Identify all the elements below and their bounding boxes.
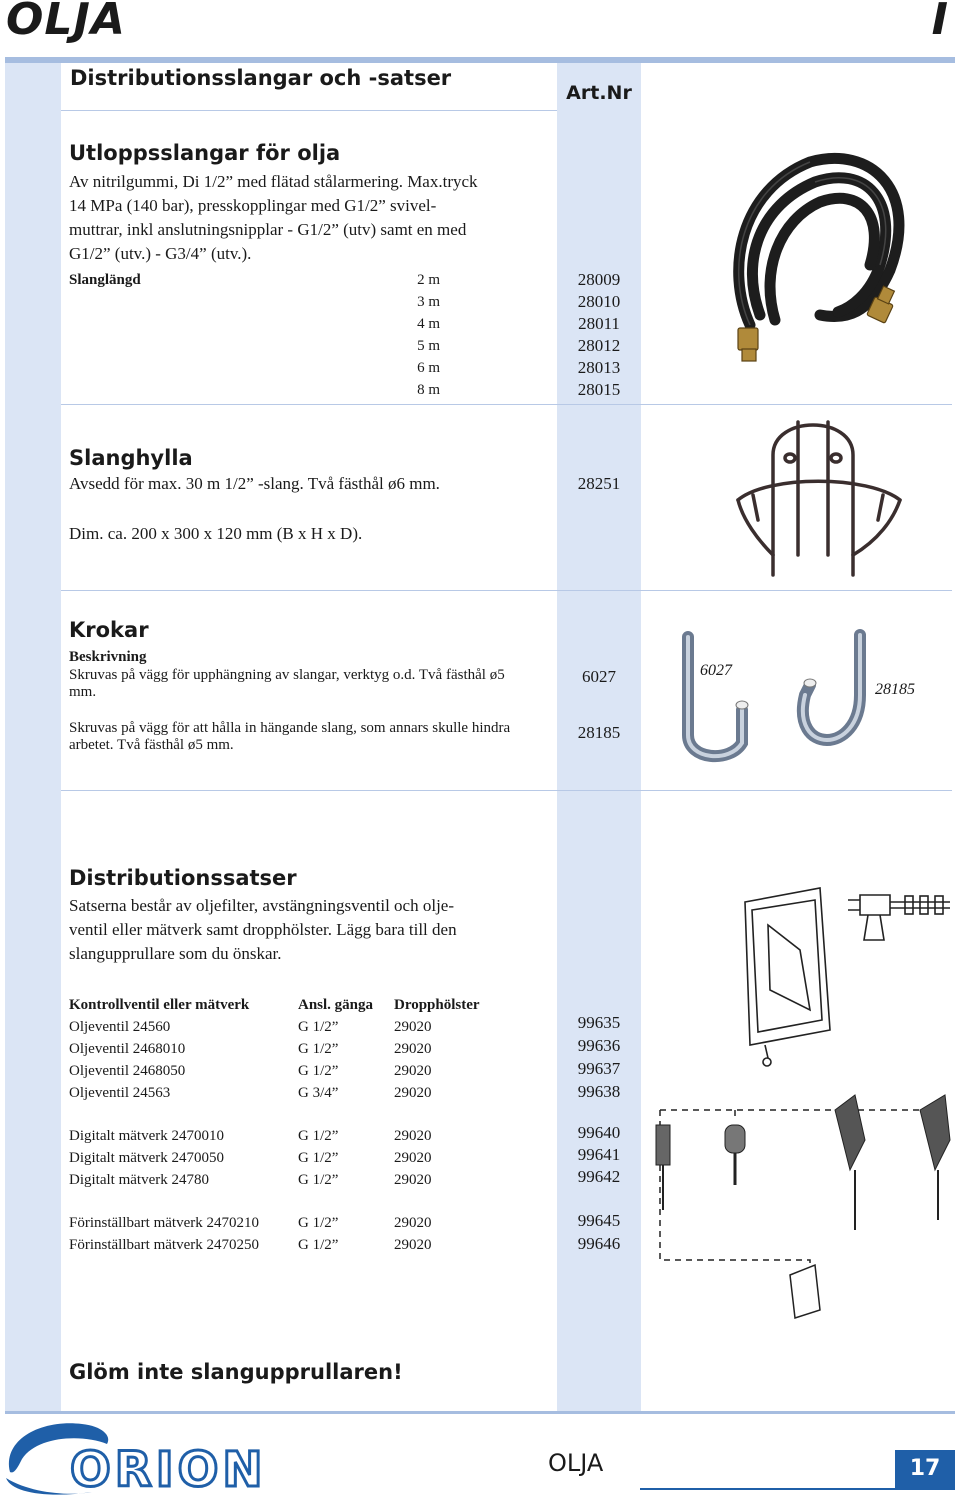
kit-thread: G 3/4”: [298, 1085, 339, 1101]
kit-holster: 29020: [394, 1019, 432, 1035]
table-row: [69, 1016, 432, 1038]
length-value: 8 m: [417, 382, 440, 398]
hook-6027-text: [69, 667, 549, 701]
length-value: 3 m: [417, 294, 440, 310]
distribution-kit-image: [650, 880, 955, 1320]
kit-artnr-group: [557, 1011, 641, 1103]
hoses-title: Utloppsslangar för olja: [69, 141, 341, 165]
hoses-description: [69, 170, 559, 266]
hooks-title: Krokar: [69, 618, 149, 642]
kit-name: Oljeventil 2468050: [69, 1063, 186, 1079]
table-row: [69, 1169, 432, 1191]
kits-description-line: slangupprullare som du önskar.: [69, 944, 282, 963]
kit-group-digital-meters: [69, 1125, 432, 1191]
kit-thread: G 1/2”: [298, 1128, 339, 1144]
reel-reminder: Glöm inte slangupprullaren!: [69, 1360, 403, 1384]
shelf-artnr: 28251: [577, 474, 621, 493]
hoses-description-line: 14 MPa (140 bar), presskopplingar med G1/2” svivel-: [69, 196, 437, 215]
length-value: 6 m: [417, 360, 440, 376]
hook-text-line: arbetet. Två fästhål ø5 mm.: [69, 737, 234, 753]
left-margin-band: [5, 63, 61, 1411]
kit-name: Förinställbart mätverk 2470250: [69, 1237, 259, 1253]
kits-description-line: ventil eller mätverk samt dropphölster. Lägg bara till den: [69, 920, 457, 939]
hook-28185-text: [69, 720, 549, 754]
hose-shelf-image: [728, 410, 908, 580]
kit-holster: 29020: [394, 1150, 432, 1166]
kit-thread: G 1/2”: [298, 1019, 339, 1035]
kits-description-line: Satserna består av oljefilter, avstängningsventil och olje-: [69, 896, 455, 915]
kits-description: [69, 894, 549, 966]
hose-artnr-column: [557, 269, 641, 401]
artnr: 99636: [577, 1036, 621, 1055]
length-column: [380, 269, 440, 401]
kit-holster: 29020: [394, 1041, 432, 1057]
hook-6027-artnr: 6027: [582, 667, 616, 686]
table-row: [69, 1060, 432, 1082]
header-section-numeral: I: [931, 0, 948, 45]
hook-text-line: Skruvas på vägg för upphängning av slangar, verktyg o.d. Två fästhål ø5: [69, 667, 505, 683]
hook-image-label: 28185: [875, 681, 915, 698]
heading-rule: [61, 110, 557, 111]
artnr: 99646: [577, 1234, 621, 1253]
page-number: 17: [895, 1450, 955, 1488]
hooks-subtitle: Beskrivning: [69, 649, 147, 665]
kit-name: Digitalt mätverk 24780: [69, 1172, 209, 1188]
table-row: [69, 1038, 432, 1060]
kit-thread: G 1/2”: [298, 1215, 339, 1231]
length-value: 4 m: [417, 316, 440, 332]
hook-text-line: Skruvas på vägg för att hålla in hängande slang, som annars skulle hindra: [69, 720, 511, 736]
table-row: [69, 1082, 432, 1104]
artnr: 28012: [577, 336, 621, 355]
column-header: Dropphölster: [394, 997, 480, 1013]
kit-holster: 29020: [394, 1215, 432, 1231]
table-row: [69, 1234, 432, 1256]
kit-thread: G 1/2”: [298, 1041, 339, 1057]
hooks-image: [670, 625, 950, 775]
artnr: 99641: [577, 1145, 621, 1164]
section-rule: [61, 404, 952, 405]
kit-name: Oljeventil 24563: [69, 1085, 171, 1101]
kit-name: Oljeventil 24560: [69, 1019, 171, 1035]
artnr: 28013: [577, 358, 621, 377]
hook-image-label: 6027: [700, 662, 732, 679]
table-row: [69, 1147, 432, 1169]
header-rule: [5, 57, 955, 63]
column-header: Kontrollventil eller mätverk: [69, 997, 250, 1013]
artnr: 28011: [578, 314, 620, 333]
kit-group-valves: [69, 1016, 432, 1104]
artnr: 99642: [577, 1167, 621, 1186]
footer-section-label: OLJA: [548, 1449, 604, 1477]
artnr: 99640: [577, 1123, 621, 1142]
column-header: Ansl. gänga: [298, 997, 374, 1013]
shelf-dimensions: Dim. ca. 200 x 300 x 120 mm (B x H x D).: [69, 524, 363, 543]
hoses-description-line: G1/2” (utv.) - G3/4” (utv.).: [69, 244, 252, 263]
kit-name: Förinställbart mätverk 2470210: [69, 1215, 259, 1231]
table-row: [69, 1212, 432, 1234]
footer-line: [640, 1488, 955, 1490]
artnr: 99638: [577, 1082, 621, 1101]
section-rule: [61, 590, 952, 591]
artnr: 99635: [577, 1013, 621, 1032]
artnr-column-heading: Art.Nr: [566, 82, 632, 104]
kit-name: Digitalt mätverk 2470050: [69, 1150, 224, 1166]
shelf-title: Slanghylla: [69, 446, 193, 470]
artnr: 28015: [577, 380, 621, 399]
kit-artnr-group: [557, 1122, 641, 1188]
kit-name: Oljeventil 2468010: [69, 1041, 186, 1057]
kit-artnr-group: [557, 1209, 641, 1255]
kit-name: Digitalt mätverk 2470010: [69, 1128, 224, 1144]
length-label: Slanglängd: [69, 272, 141, 288]
orion-logo: [2, 1414, 292, 1498]
artnr: 28010: [577, 292, 621, 311]
kit-group-preset-meters: [69, 1212, 432, 1256]
kit-holster: 29020: [394, 1172, 432, 1188]
hook-28185-artnr: 28185: [577, 723, 621, 742]
kit-thread: G 1/2”: [298, 1172, 339, 1188]
hoses-description-line: Av nitrilgummi, Di 1/2” med flätad stålarmering. Max.tryck: [69, 172, 478, 191]
artnr: 28009: [577, 270, 621, 289]
section-rule: [61, 790, 952, 791]
kit-thread: G 1/2”: [298, 1150, 339, 1166]
artnr: 99645: [577, 1211, 621, 1230]
artnr: 99637: [577, 1059, 621, 1078]
logo-wordmark: ORION: [70, 1442, 267, 1498]
length-value: 5 m: [417, 338, 440, 354]
length-value: 2 m: [417, 272, 440, 288]
hook-text-line: mm.: [69, 684, 97, 700]
hoses-description-line: muttrar, inkl anslutningsnipplar - G1/2” (utv) samt en med: [69, 220, 467, 239]
kit-holster: 29020: [394, 1128, 432, 1144]
shelf-description: Avsedd för max. 30 m 1/2” -slang. Två fästhål ø6 mm.: [69, 474, 440, 493]
kit-holster: 29020: [394, 1085, 432, 1101]
kit-thread: G 1/2”: [298, 1063, 339, 1079]
hose-image: [720, 150, 920, 380]
kit-holster: 29020: [394, 1237, 432, 1253]
kit-thread: G 1/2”: [298, 1237, 339, 1253]
page-heading: Distributionsslangar och -satser: [70, 66, 452, 90]
table-row: [69, 1125, 432, 1147]
header-category-title: OLJA: [6, 0, 126, 45]
kit-holster: 29020: [394, 1063, 432, 1079]
kits-title: Distributionssatser: [69, 866, 297, 890]
